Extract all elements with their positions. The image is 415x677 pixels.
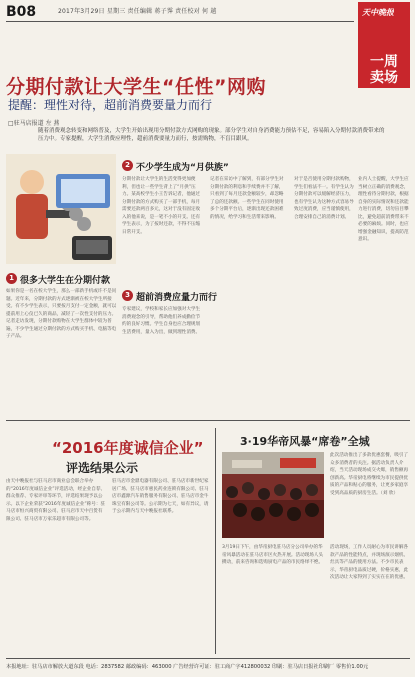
page-number: B08	[6, 4, 37, 20]
article-byline: □驻马店报道 左 燕	[8, 120, 60, 127]
article-column-4: 对于是否使用分期付款购物，学生们看法不一。有学生认为分期付款可以缓解经济压力，也有学生认为这种方式容易导致过度消费，应当谨慎使用，合理安排自己的消费计划。	[294, 177, 354, 220]
event-main-text: 3月19日下午，由华帝厨电驻马店分公司举办的华帝风暴活动在驻马店市区火热开展。活动现场人头攒动，前来咨询和选购厨电产品的市民络绎不绝。	[222, 545, 324, 565]
article-column-5: 业内人士提醒，大学生应当树立正确的消费观念，理性看待分期付款，根据自身的实际情况和还款能力进行消费，切勿盲目攀比，避免超前消费带来不必要的麻烦。同时，也应增强金融知识，提高防范意识。	[358, 177, 409, 242]
article-divider	[6, 420, 410, 421]
header-meta: 2017年3月29日 星期三 责任编辑 蒋子霁 责任校对 何 越	[58, 8, 217, 15]
illustration-shackled-student	[6, 154, 116, 264]
notice-column-1: 由天中晚报社与驻马店市商业总会联合举办的“2016年度诚信企业”评选活动，经企业自荐、群众推荐、专家评审等环节，评选结果现予以公示。以下企业荣获“2016年度诚信企业”称号：驻马店市恒兴商贸有限公司、驻马店市天中百货有限公司、驻马店市万家乐超市有限公司等。	[6, 479, 106, 522]
logo-newspaper-name: 天中晚报	[362, 8, 394, 17]
section-2-title: 不少学生成为“月供族”	[136, 163, 229, 173]
event-extra-text: 活动现场，工作人员耐心为市民讲解各款产品的性能特点，并现场演示烟机、灶具等产品的使用方法。不少市民表示，华帝厨电品质过硬，价格实惠，此次活动让大家得到了实实在在的优惠。	[330, 545, 409, 580]
section-2-body: 分期付款让大学生的生活变得更加便利，但也让一些学生背上了“月供”压力。某高校学生小王告诉记者，他通过分期付款的方式购买了一部手机，每月需要还款两百多元，这对于没有固定收入的他来说，是一笔不小的开支。还有学生表示，为了按时还款，不得不压缩日常开支。	[122, 177, 201, 235]
article-lead: 随着消费观念转变和网络普及，大学生开始出现用分期付款方式网购的现象。部分学生对自身消费能力预估不足，容易陷入分期付款消费带来的压力中。专家提醒，大学生消费应理性，超前消费要量力而行，按需购物，不盲目跟风。	[38, 128, 385, 142]
section-1-title: 很多大学生在分期付款	[20, 276, 111, 286]
section-1-number: 1	[6, 273, 17, 284]
article-headline: 分期付款让大学生“任性”网购	[6, 76, 266, 98]
crowd-photo-icon	[222, 452, 324, 538]
event-title: 3·19华帝风暴“席卷”全城	[240, 435, 370, 448]
footer-info: 本报地址：驻马店市解放大道东段 电话：2837582 邮政编码：463000 广告经营许可证：驻工商广字412800032 印刷：驻马店日报社印刷厂 零售价1.00元	[6, 664, 369, 670]
section-1-body: 如果你是一名在校大学生，那么一部新手机或许不是问题。近年来，分期付款的方式逐渐被在校大学生所接受。有不少学生表示，只要按月支付一定金额，就可以提前用上心仪已久的商品，减轻了一次性支付的压力。记者走访发现，分期付款购物在大学生群体中较为普遍，不少学生通过分期付款的方式购买手机、电脑等电子产品。	[6, 289, 117, 339]
notice-subtitle: 评选结果公示	[66, 461, 139, 475]
footer-rule	[6, 658, 410, 659]
logo-section-name: 一周卖场	[370, 54, 398, 86]
event-crowd-photo	[222, 452, 324, 538]
header-rule	[6, 21, 354, 22]
section-3-title: 超前消费应量力而行	[136, 293, 218, 303]
article-column-3: 记者在采访中了解到，有部分学生对分期付款的利息和手续费并不了解，只看到了每月还款金额较少，却忽略了总的还款额。一些学生在同时使用多个分期平台后，逐渐出现还款困难的情况，给学习和生活带来影响。	[210, 177, 284, 220]
section-2-number: 2	[122, 160, 133, 171]
section-3-body: 专家建议，学校和家长应加强对大学生消费观念的引导，帮助他们养成勤俭节约的良好习惯。学生自身也应合理规划生活费用，量入为出，做到理性消费。	[122, 307, 201, 335]
section-3-number: 3	[122, 290, 133, 301]
event-side-text: 此次活动推出了多款优惠套餐，吸引了众多消费者的关注。据活动负责人介绍，当天活动现场成交火爆，销售额再创新高。华帝厨电将继续为市民提供优质的产品和贴心的服务，让更多家庭享受到高品质的厨房生活。（刘 欣）	[330, 453, 409, 496]
column-divider	[215, 428, 216, 654]
article-subheading: 提醒：理性对待，超前消费要量力而行	[8, 98, 213, 112]
notice-column-2: 驻马店市金鼎电器有限公司、驻马店市新世纪家居广场、驻马店市惠民药业连锁有限公司、驻马店市鑫源汽车销售服务有限公司、驻马店市金牛珠宝有限公司等。公示期为七天，如有异议，请于公示期内与天中晚报社联系。	[112, 479, 209, 514]
illustration-icon	[6, 154, 116, 264]
notice-title: “2016年度诚信企业”	[52, 439, 204, 457]
